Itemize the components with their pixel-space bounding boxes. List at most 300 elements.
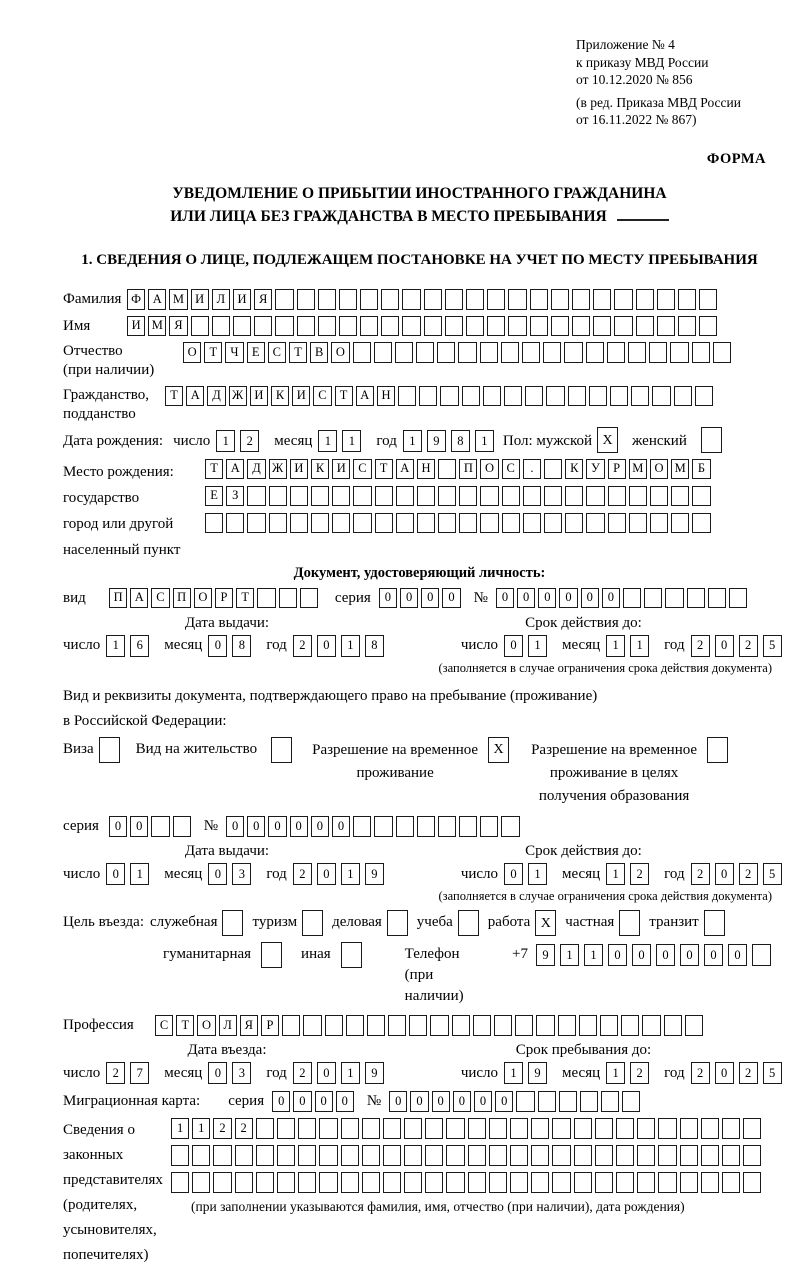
char-box[interactable]: [510, 1118, 528, 1139]
char-box[interactable]: 0: [208, 863, 227, 885]
char-box[interactable]: [353, 486, 371, 507]
char-box[interactable]: М: [671, 459, 689, 480]
char-box[interactable]: [510, 1145, 528, 1166]
char-box[interactable]: Т: [289, 342, 307, 363]
char-box[interactable]: [452, 1015, 470, 1036]
char-box[interactable]: Т: [204, 342, 222, 363]
char-box[interactable]: 2: [106, 1062, 125, 1084]
char-box[interactable]: М: [629, 459, 647, 480]
char-box[interactable]: 8: [451, 430, 470, 452]
char-box[interactable]: [701, 1172, 719, 1193]
char-box[interactable]: [565, 513, 583, 534]
char-box[interactable]: [446, 1145, 464, 1166]
char-box[interactable]: 1: [318, 430, 337, 452]
char-box[interactable]: [360, 289, 378, 310]
char-box[interactable]: [515, 1015, 533, 1036]
char-box[interactable]: [383, 1145, 401, 1166]
char-box[interactable]: [446, 1118, 464, 1139]
char-box[interactable]: [483, 386, 501, 407]
char-box[interactable]: [501, 342, 519, 363]
char-box[interactable]: [383, 1118, 401, 1139]
char-box[interactable]: [601, 1091, 619, 1112]
char-box[interactable]: 0: [272, 1091, 290, 1112]
char-box[interactable]: В: [310, 342, 328, 363]
char-box[interactable]: [473, 1015, 491, 1036]
char-box[interactable]: [593, 316, 611, 337]
char-box[interactable]: [564, 342, 582, 363]
char-box[interactable]: [353, 342, 371, 363]
char-box[interactable]: [459, 486, 477, 507]
char-box[interactable]: 9: [528, 1062, 547, 1084]
char-box[interactable]: [657, 289, 675, 310]
char-box[interactable]: [579, 1015, 597, 1036]
char-box[interactable]: [701, 1145, 719, 1166]
char-box[interactable]: О: [480, 459, 498, 480]
char-box[interactable]: С: [268, 342, 286, 363]
char-box[interactable]: [692, 342, 710, 363]
char-box[interactable]: [269, 513, 287, 534]
char-box[interactable]: [701, 1118, 719, 1139]
char-box[interactable]: [374, 816, 392, 837]
char-box[interactable]: [480, 513, 498, 534]
char-box[interactable]: 0: [728, 944, 747, 966]
purpose-private-checkbox[interactable]: [619, 910, 640, 936]
char-box[interactable]: [404, 1145, 422, 1166]
char-box[interactable]: [544, 486, 562, 507]
char-box[interactable]: [489, 1145, 507, 1166]
char-box[interactable]: 2: [240, 430, 259, 452]
char-box[interactable]: [466, 289, 484, 310]
char-box[interactable]: 0: [680, 944, 699, 966]
char-box[interactable]: 1: [192, 1118, 210, 1139]
char-box[interactable]: 0: [410, 1091, 428, 1112]
char-box[interactable]: [629, 513, 647, 534]
purpose-transit-checkbox[interactable]: [704, 910, 725, 936]
char-box[interactable]: [480, 816, 498, 837]
visa-checkbox[interactable]: [99, 737, 120, 763]
char-box[interactable]: [440, 386, 458, 407]
char-box[interactable]: 1: [216, 430, 235, 452]
char-box[interactable]: [151, 816, 169, 837]
char-box[interactable]: 0: [538, 588, 556, 609]
char-box[interactable]: [487, 289, 505, 310]
char-box[interactable]: [256, 1172, 274, 1193]
char-box[interactable]: [383, 1172, 401, 1193]
char-box[interactable]: 1: [106, 635, 125, 657]
char-box[interactable]: А: [396, 459, 414, 480]
char-box[interactable]: Е: [205, 486, 223, 507]
char-box[interactable]: [417, 816, 435, 837]
char-box[interactable]: [446, 1172, 464, 1193]
char-box[interactable]: 0: [208, 1062, 227, 1084]
char-box[interactable]: 0: [226, 816, 244, 837]
char-box[interactable]: Ч: [225, 342, 243, 363]
char-box[interactable]: [692, 486, 710, 507]
char-box[interactable]: [205, 513, 223, 534]
char-box[interactable]: К: [271, 386, 289, 407]
char-box[interactable]: Л: [219, 1015, 237, 1036]
char-box[interactable]: 0: [715, 1062, 734, 1084]
char-box[interactable]: [558, 1015, 576, 1036]
char-box[interactable]: [416, 342, 434, 363]
char-box[interactable]: [589, 386, 607, 407]
char-box[interactable]: [678, 289, 696, 310]
char-box[interactable]: [523, 513, 541, 534]
char-box[interactable]: [652, 386, 670, 407]
char-box[interactable]: [489, 1172, 507, 1193]
char-box[interactable]: 7: [130, 1062, 149, 1084]
char-box[interactable]: И: [233, 289, 251, 310]
char-box[interactable]: [171, 1172, 189, 1193]
char-box[interactable]: 0: [317, 863, 336, 885]
char-box[interactable]: [616, 1118, 634, 1139]
char-box[interactable]: [339, 316, 357, 337]
purpose-official-checkbox[interactable]: [222, 910, 243, 936]
char-box[interactable]: 2: [630, 863, 649, 885]
char-box[interactable]: [568, 386, 586, 407]
char-box[interactable]: [692, 513, 710, 534]
char-box[interactable]: 0: [317, 1062, 336, 1084]
char-box[interactable]: [574, 1172, 592, 1193]
char-box[interactable]: [404, 1118, 422, 1139]
char-box[interactable]: 0: [656, 944, 675, 966]
char-box[interactable]: Л: [212, 289, 230, 310]
char-box[interactable]: [636, 316, 654, 337]
char-box[interactable]: 1: [606, 1062, 625, 1084]
char-box[interactable]: 0: [581, 588, 599, 609]
char-box[interactable]: 1: [403, 430, 422, 452]
char-box[interactable]: И: [290, 459, 308, 480]
char-box[interactable]: Т: [335, 386, 353, 407]
char-box[interactable]: [462, 386, 480, 407]
char-box[interactable]: [699, 289, 717, 310]
char-box[interactable]: [525, 386, 543, 407]
char-box[interactable]: [417, 486, 435, 507]
char-box[interactable]: [325, 1015, 343, 1036]
char-box[interactable]: 9: [427, 430, 446, 452]
char-box[interactable]: И: [292, 386, 310, 407]
char-box[interactable]: А: [356, 386, 374, 407]
char-box[interactable]: [543, 342, 561, 363]
char-box[interactable]: Т: [375, 459, 393, 480]
char-box[interactable]: А: [148, 289, 166, 310]
char-box[interactable]: [572, 289, 590, 310]
char-box[interactable]: 0: [336, 1091, 354, 1112]
char-box[interactable]: [687, 588, 705, 609]
char-box[interactable]: [404, 1172, 422, 1193]
char-box[interactable]: [353, 816, 371, 837]
char-box[interactable]: [637, 1118, 655, 1139]
char-box[interactable]: [425, 1145, 443, 1166]
char-box[interactable]: [586, 486, 604, 507]
char-box[interactable]: 2: [739, 1062, 758, 1084]
char-box[interactable]: 8: [365, 635, 384, 657]
char-box[interactable]: [445, 289, 463, 310]
char-box[interactable]: К: [565, 459, 583, 480]
char-box[interactable]: [341, 1118, 359, 1139]
char-box[interactable]: [685, 1015, 703, 1036]
char-box[interactable]: 2: [739, 635, 758, 657]
char-box[interactable]: 1: [341, 863, 360, 885]
char-box[interactable]: [743, 1145, 761, 1166]
char-box[interactable]: 2: [213, 1118, 231, 1139]
char-box[interactable]: [300, 588, 318, 609]
char-box[interactable]: [614, 316, 632, 337]
char-box[interactable]: Т: [176, 1015, 194, 1036]
char-box[interactable]: [375, 486, 393, 507]
char-box[interactable]: .: [523, 459, 541, 480]
char-box[interactable]: 5: [763, 635, 782, 657]
char-box[interactable]: 0: [332, 816, 350, 837]
char-box[interactable]: [425, 1118, 443, 1139]
char-box[interactable]: [530, 316, 548, 337]
char-box[interactable]: [642, 1015, 660, 1036]
char-box[interactable]: 1: [341, 1062, 360, 1084]
purpose-work-checkbox[interactable]: X: [535, 910, 556, 936]
char-box[interactable]: [311, 486, 329, 507]
char-box[interactable]: [658, 1118, 676, 1139]
char-box[interactable]: Б: [692, 459, 710, 480]
char-box[interactable]: [360, 316, 378, 337]
char-box[interactable]: [516, 1091, 534, 1112]
sex-male-checkbox[interactable]: X: [597, 427, 618, 453]
char-box[interactable]: [277, 1145, 295, 1166]
char-box[interactable]: [544, 513, 562, 534]
char-box[interactable]: [729, 588, 747, 609]
char-box[interactable]: [607, 342, 625, 363]
char-box[interactable]: [480, 342, 498, 363]
char-box[interactable]: И: [332, 459, 350, 480]
char-box[interactable]: [254, 316, 272, 337]
char-box[interactable]: [339, 289, 357, 310]
char-box[interactable]: 0: [496, 588, 514, 609]
char-box[interactable]: Д: [207, 386, 225, 407]
char-box[interactable]: [445, 316, 463, 337]
char-box[interactable]: 1: [341, 635, 360, 657]
char-box[interactable]: [552, 1118, 570, 1139]
char-box[interactable]: 0: [632, 944, 651, 966]
char-box[interactable]: [395, 342, 413, 363]
char-box[interactable]: [622, 1091, 640, 1112]
char-box[interactable]: [559, 1091, 577, 1112]
char-box[interactable]: 0: [517, 588, 535, 609]
char-box[interactable]: [247, 513, 265, 534]
char-box[interactable]: [608, 486, 626, 507]
char-box[interactable]: 0: [317, 635, 336, 657]
char-box[interactable]: [631, 386, 649, 407]
char-box[interactable]: [489, 1118, 507, 1139]
char-box[interactable]: Р: [215, 588, 233, 609]
char-box[interactable]: [531, 1172, 549, 1193]
char-box[interactable]: 6: [130, 635, 149, 657]
char-box[interactable]: [595, 1145, 613, 1166]
char-box[interactable]: 1: [130, 863, 149, 885]
char-box[interactable]: 3: [232, 863, 251, 885]
char-box[interactable]: [282, 1015, 300, 1036]
char-box[interactable]: [650, 513, 668, 534]
char-box[interactable]: [644, 588, 662, 609]
char-box[interactable]: 0: [715, 635, 734, 657]
char-box[interactable]: [670, 342, 688, 363]
char-box[interactable]: 0: [453, 1091, 471, 1112]
char-box[interactable]: [595, 1172, 613, 1193]
char-box[interactable]: [319, 1118, 337, 1139]
char-box[interactable]: [438, 816, 456, 837]
char-box[interactable]: 0: [715, 863, 734, 885]
char-box[interactable]: [277, 1118, 295, 1139]
char-box[interactable]: [290, 513, 308, 534]
char-box[interactable]: [614, 289, 632, 310]
char-box[interactable]: [298, 1145, 316, 1166]
char-box[interactable]: [531, 1145, 549, 1166]
char-box[interactable]: 0: [559, 588, 577, 609]
char-box[interactable]: Я: [240, 1015, 258, 1036]
char-box[interactable]: [430, 1015, 448, 1036]
char-box[interactable]: [536, 1015, 554, 1036]
char-box[interactable]: [303, 1015, 321, 1036]
char-box[interactable]: 0: [442, 588, 460, 609]
char-box[interactable]: [650, 486, 668, 507]
char-box[interactable]: 0: [130, 816, 148, 837]
char-box[interactable]: [375, 513, 393, 534]
char-box[interactable]: 1: [584, 944, 603, 966]
char-box[interactable]: [504, 386, 522, 407]
char-box[interactable]: [332, 513, 350, 534]
char-box[interactable]: Ж: [229, 386, 247, 407]
char-box[interactable]: [341, 1172, 359, 1193]
char-box[interactable]: 2: [630, 1062, 649, 1084]
char-box[interactable]: Т: [205, 459, 223, 480]
char-box[interactable]: [574, 1145, 592, 1166]
char-box[interactable]: [658, 1172, 676, 1193]
char-box[interactable]: [501, 816, 519, 837]
char-box[interactable]: [275, 316, 293, 337]
char-box[interactable]: [256, 1118, 274, 1139]
char-box[interactable]: [419, 386, 437, 407]
char-box[interactable]: Е: [247, 342, 265, 363]
char-box[interactable]: [722, 1145, 740, 1166]
char-box[interactable]: 3: [232, 1062, 251, 1084]
char-box[interactable]: [722, 1118, 740, 1139]
char-box[interactable]: [629, 486, 647, 507]
char-box[interactable]: [319, 1172, 337, 1193]
char-box[interactable]: Т: [236, 588, 254, 609]
char-box[interactable]: 0: [311, 816, 329, 837]
char-box[interactable]: [173, 816, 191, 837]
char-box[interactable]: [538, 1091, 556, 1112]
char-box[interactable]: [530, 289, 548, 310]
char-box[interactable]: 2: [739, 863, 758, 885]
char-box[interactable]: 0: [208, 635, 227, 657]
char-box[interactable]: [502, 513, 520, 534]
char-box[interactable]: [487, 316, 505, 337]
char-box[interactable]: У: [586, 459, 604, 480]
char-box[interactable]: [636, 289, 654, 310]
char-box[interactable]: [593, 289, 611, 310]
char-box[interactable]: [458, 342, 476, 363]
char-box[interactable]: 0: [247, 816, 265, 837]
char-box[interactable]: 2: [293, 635, 312, 657]
char-box[interactable]: [437, 342, 455, 363]
char-box[interactable]: [297, 316, 315, 337]
char-box[interactable]: С: [502, 459, 520, 480]
temp-permit-checkbox[interactable]: X: [488, 737, 509, 763]
char-box[interactable]: [402, 289, 420, 310]
char-box[interactable]: Н: [377, 386, 395, 407]
char-box[interactable]: 9: [536, 944, 555, 966]
char-box[interactable]: 0: [389, 1091, 407, 1112]
purpose-other-checkbox[interactable]: [341, 942, 362, 968]
char-box[interactable]: [459, 816, 477, 837]
char-box[interactable]: [213, 1145, 231, 1166]
char-box[interactable]: [586, 342, 604, 363]
char-box[interactable]: [572, 316, 590, 337]
purpose-tourism-checkbox[interactable]: [302, 910, 323, 936]
char-box[interactable]: 5: [763, 1062, 782, 1084]
char-box[interactable]: [438, 459, 456, 480]
char-box[interactable]: [468, 1172, 486, 1193]
char-box[interactable]: З: [226, 486, 244, 507]
char-box[interactable]: [319, 1145, 337, 1166]
char-box[interactable]: [233, 316, 251, 337]
char-box[interactable]: М: [169, 289, 187, 310]
purpose-study-checkbox[interactable]: [458, 910, 479, 936]
char-box[interactable]: 0: [293, 1091, 311, 1112]
char-box[interactable]: [235, 1172, 253, 1193]
char-box[interactable]: [743, 1172, 761, 1193]
char-box[interactable]: [362, 1118, 380, 1139]
char-box[interactable]: [510, 1172, 528, 1193]
char-box[interactable]: [713, 342, 731, 363]
char-box[interactable]: 2: [691, 863, 710, 885]
char-box[interactable]: [277, 1172, 295, 1193]
char-box[interactable]: [699, 316, 717, 337]
char-box[interactable]: [362, 1172, 380, 1193]
char-box[interactable]: 9: [365, 863, 384, 885]
char-box[interactable]: [664, 1015, 682, 1036]
char-box[interactable]: [381, 289, 399, 310]
char-box[interactable]: 0: [268, 816, 286, 837]
char-box[interactable]: [298, 1118, 316, 1139]
char-box[interactable]: [544, 459, 562, 480]
char-box[interactable]: [623, 588, 641, 609]
char-box[interactable]: 0: [106, 863, 125, 885]
char-box[interactable]: Т: [165, 386, 183, 407]
char-box[interactable]: [438, 513, 456, 534]
char-box[interactable]: 2: [293, 863, 312, 885]
char-box[interactable]: [637, 1172, 655, 1193]
char-box[interactable]: [290, 486, 308, 507]
char-box[interactable]: 2: [235, 1118, 253, 1139]
char-box[interactable]: П: [459, 459, 477, 480]
char-box[interactable]: [191, 316, 209, 337]
char-box[interactable]: [341, 1145, 359, 1166]
char-box[interactable]: [279, 588, 297, 609]
char-box[interactable]: [396, 513, 414, 534]
char-box[interactable]: Р: [608, 459, 626, 480]
char-box[interactable]: Я: [254, 289, 272, 310]
char-box[interactable]: 0: [400, 588, 418, 609]
char-box[interactable]: [269, 486, 287, 507]
char-box[interactable]: [459, 513, 477, 534]
char-box[interactable]: 1: [528, 863, 547, 885]
char-box[interactable]: [508, 289, 526, 310]
char-box[interactable]: [546, 386, 564, 407]
char-box[interactable]: [192, 1145, 210, 1166]
char-box[interactable]: 0: [602, 588, 620, 609]
char-box[interactable]: [551, 289, 569, 310]
residence-permit-checkbox[interactable]: [271, 737, 292, 763]
